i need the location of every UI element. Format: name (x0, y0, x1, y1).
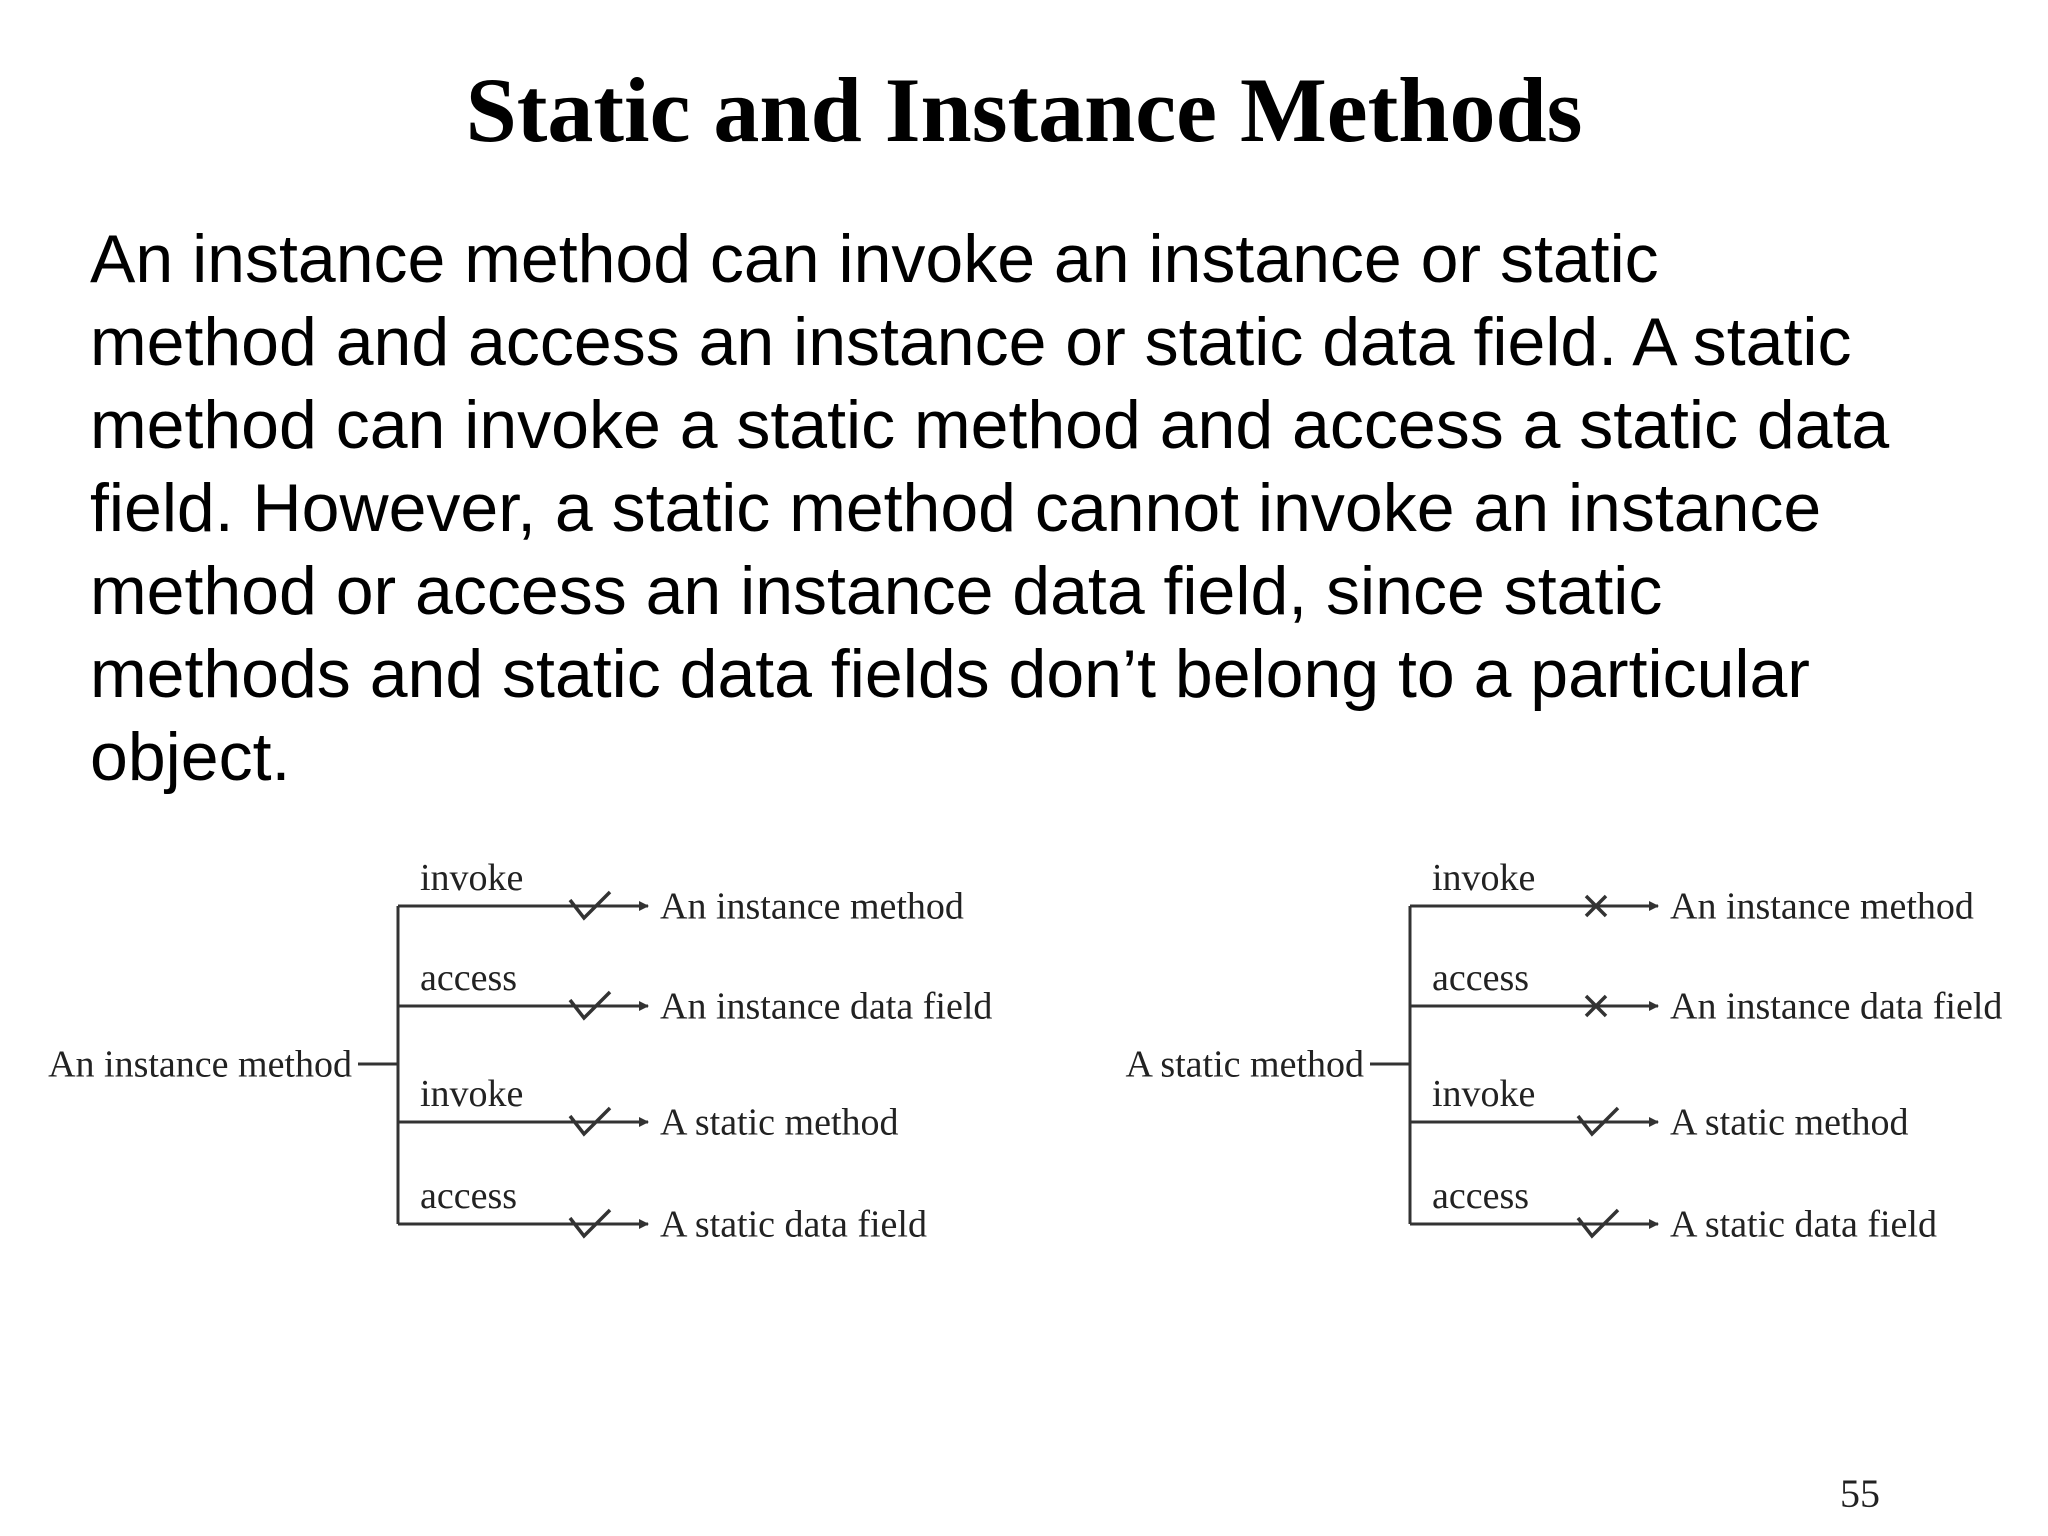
branch-target-label: An instance method (660, 885, 964, 928)
branch-action-label: invoke (420, 857, 524, 899)
body-line: object. (90, 719, 291, 795)
body-line: field. However, a static method cannot invoke an instance (90, 470, 1822, 546)
branch (1410, 1073, 1909, 1144)
branch-target-label: An instance data field (660, 985, 993, 1028)
branch-target-label: A static method (660, 1101, 899, 1144)
branch (398, 1175, 927, 1246)
branch-target-label: An instance method (1670, 885, 1974, 928)
branch (398, 1073, 899, 1144)
branch-action-label: access (1432, 1175, 1530, 1217)
diagram-panel (1125, 857, 2002, 1246)
method-access-diagram (0, 840, 2048, 1260)
page-number: 55 (1840, 1471, 1880, 1516)
branch (1410, 1175, 1937, 1246)
source-label: A static method (1125, 1043, 1364, 1086)
branch-target-label: An instance data field (1670, 985, 2003, 1028)
branch-action-label: invoke (1432, 1073, 1536, 1115)
body-line: methods and static data fields don’t belong to a particular (90, 636, 1810, 712)
branch-target-label: A static data field (1670, 1203, 1937, 1246)
branch (398, 957, 992, 1028)
diagram-panel (48, 857, 992, 1246)
source-label: An instance method (48, 1043, 352, 1086)
branch (398, 857, 964, 928)
branch-action-label: invoke (420, 1073, 524, 1115)
branch-target-label: A static method (1670, 1101, 1909, 1144)
body-line: An instance method can invoke an instance or static (90, 221, 1659, 297)
branch-target-label: A static data field (660, 1203, 927, 1246)
branch-action-label: access (420, 1175, 518, 1217)
branch-action-label: access (1432, 957, 1530, 999)
body-paragraph (90, 218, 1990, 799)
branch (1410, 957, 2002, 1028)
body-line: method can invoke a static method and access a static data (90, 387, 1890, 463)
branch (1410, 857, 1974, 928)
branch-action-label: invoke (1432, 857, 1536, 899)
body-line: method and access an instance or static data field. A static (90, 304, 1852, 380)
branch-action-label: access (420, 957, 518, 999)
body-line: method or access an instance data field, since static (90, 553, 1663, 629)
slide-title: Static and Instance Methods (465, 59, 1583, 161)
